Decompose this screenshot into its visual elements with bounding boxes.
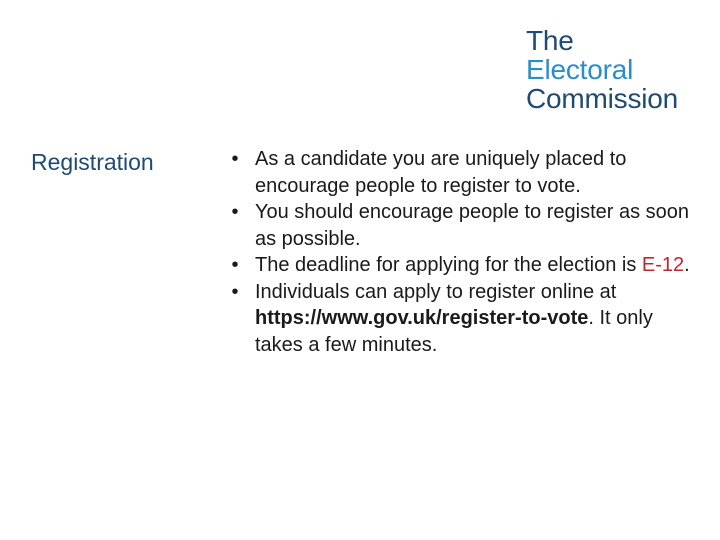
bullet-text: Individuals can apply to register online at: [255, 280, 617, 303]
deadline-highlight: E-12: [641, 254, 685, 276]
bullet-dot: •: [231, 254, 239, 276]
section-title: Registration: [31, 149, 154, 175]
bullet-item: [228, 199, 698, 252]
bullet-item: [228, 252, 698, 279]
bullet-dot: •: [231, 148, 239, 170]
bullet-dot: •: [231, 280, 239, 303]
bullet-text: You should encourage people to register as soon as possible.: [255, 201, 690, 250]
electoral-commission-logo: [526, 26, 678, 113]
logo-line-commission: Commission: [526, 83, 679, 114]
logo-line-the: The: [526, 25, 574, 56]
bullet-item: [228, 279, 698, 359]
bullet-text-end: .: [684, 254, 690, 276]
bullet-item: [228, 146, 698, 199]
logo-line-electoral: Electoral: [526, 54, 634, 85]
bullet-text-end: . It only takes a few minutes.: [255, 307, 653, 356]
register-url: https://www.gov.uk/register-to-vote: [255, 307, 589, 329]
bullet-text: As a candidate you are uniquely placed to encourage people to register to vote.: [255, 148, 627, 197]
bullet-dot: •: [231, 201, 239, 223]
bullet-text: The deadline for applying for the election is: [255, 254, 642, 276]
bullet-list: [228, 146, 698, 358]
